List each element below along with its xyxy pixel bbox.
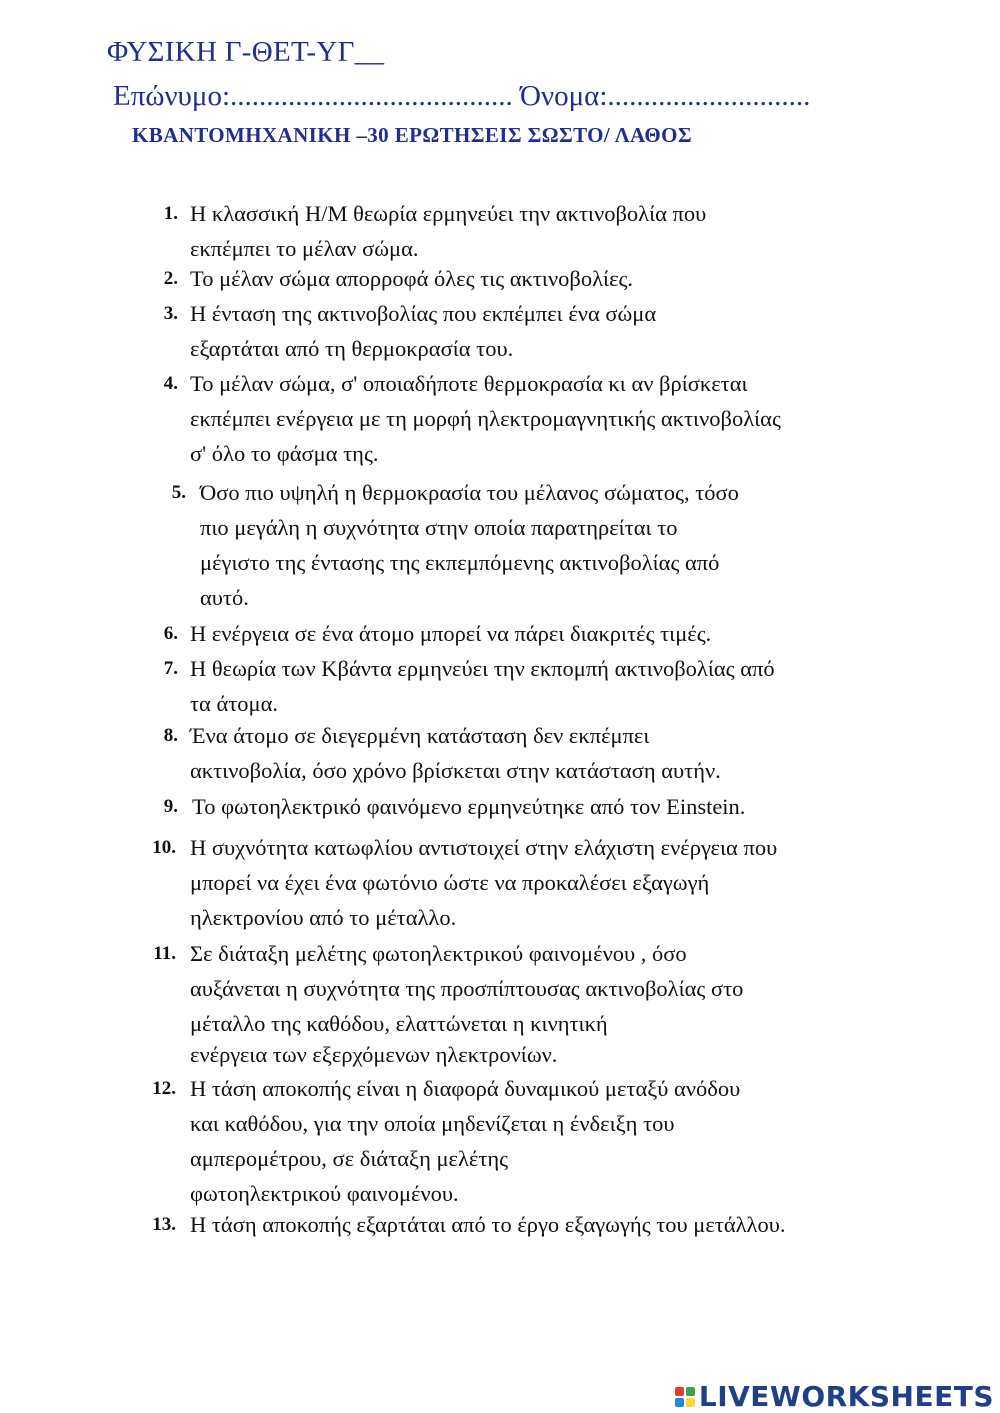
question-text-line: Η ενέργεια σε ένα άτομο μπορεί να πάρει διακριτές τιμές. [190,621,712,646]
logo-square [686,1398,695,1407]
question-number: 13. [152,1214,176,1235]
name-line: Επώνυμο:....................................... Όνομα:............................ [113,80,811,112]
logo-icon [675,1387,695,1407]
brand-name: LIVEWORKSHEETS [698,1380,994,1413]
question-text-line: φωτοηλεκτρικού φαινομένου. [190,1181,459,1206]
question-text-line: Η θεωρία των Κβάντα ερμηνεύει την εκπομπή ακτινοβολίας από [190,656,775,681]
question-text-line: μπορεί να έχει ένα φωτόνιο ώστε να προκαλέσει εξαγωγή [190,870,710,895]
question-text-line: εκπέμπει ενέργεια με τη μορφή ηλεκτρομαγνητικής ακτινοβολίας [190,406,781,431]
logo-square [686,1387,695,1396]
question-text-line: Σε διάταξη μελέτης φωτοηλεκτρικού φαινομένου , όσο [190,941,687,966]
question-text-line: Όσο πιο υψηλή η θερμοκρασία του μέλανος σώματος, τόσο [200,480,739,505]
question-number: 11. [153,943,176,964]
question-text-line: ηλεκτρονίου από το μέταλλο. [190,905,457,930]
question-text-line: Η συχνότητα κατωφλίου αντιστοιχεί στην ελάχιστη ενέργεια που [190,835,778,860]
question-text-line: Η κλασσική Η/Μ θεωρία ερμηνεύει την ακτινοβολία που [190,201,707,226]
question-text-line: Η τάση αποκοπής εξαρτάται από το έργο εξαγωγής του μετάλλου. [190,1212,786,1237]
question-number: 2. [163,268,178,289]
question-text-line: Ένα άτομο σε διεγερμένη κατάσταση δεν εκπέμπει [190,723,650,748]
question-text-line: αυξάνεται η συχνότητα της προσπίπτουσας ακτινοβολίας στο [190,976,744,1001]
logo-square [675,1398,684,1407]
question-text-line: ενέργεια των εξερχόμενων ηλεκτρονίων. [190,1042,558,1067]
question-text-line: εξαρτάται από τη θερμοκρασία του. [190,336,514,361]
question-number: 6. [163,623,178,644]
question-text-line: εκπέμπει το μέλαν σώμα. [190,236,419,261]
question-number: 10. [152,837,176,858]
question-number: 9. [163,796,178,817]
question-text-line: πιο μεγάλη η συχνότητα στην οποία παρατηρείται το [200,515,678,540]
question-number: 5. [171,482,186,503]
question-text-line: Η τάση αποκοπής είναι η διαφορά δυναμικού μεταξύ ανόδου [190,1076,741,1101]
question-text-line: Η ένταση της ακτινοβολίας που εκπέμπει ένα σώμα [190,301,657,326]
question-text-line: μέταλλο της καθόδου, ελαττώνεται η κινητική [190,1011,608,1036]
question-number: 12. [152,1078,176,1099]
question-number: 8. [163,725,178,746]
question-text-line: Το φωτοηλεκτρικό φαινόμενο ερμηνεύτηκε από τον Einstein. [192,794,746,819]
question-number: 3. [163,303,178,324]
question-text-line: Το μέλαν σώμα, σ' οποιαδήποτε θερμοκρασία κι αν βρίσκεται [190,371,748,396]
question-text-line: και καθόδου, για την οποία μηδενίζεται η ένδειξη του [190,1111,675,1136]
liveworksheets-logo [675,1380,994,1413]
question-text-line: τα άτομα. [190,691,279,716]
question-text-line: σ' όλο το φάσμα της. [190,441,379,466]
question-text-line: ακτινοβολία, όσο χρόνο βρίσκεται στην κατάσταση αυτήν. [190,758,721,783]
question-text-line: μέγιστο της έντασης της εκπεμπόμενης ακτινοβολίας από [200,550,720,575]
question-text-line: αυτό. [200,585,249,610]
course-title: ΦΥΣΙΚΗ Γ-ΘΕΤ-ΥΓ__ [107,36,385,68]
question-text-line: αμπερομέτρου, σε διάταξη μελέτης [190,1146,509,1171]
question-text-line: Το μέλαν σώμα απορροφά όλες τις ακτινοβολίες. [190,266,634,291]
question-number: 7. [163,658,178,679]
question-number: 4. [163,373,178,394]
logo-square [675,1387,684,1396]
question-number: 1. [163,203,178,224]
worksheet-subtitle: ΚΒΑΝΤΟΜΗΧΑΝΙΚΗ –30 ΕΡΩΤΗΣΕΙΣ ΣΩΣΤΟ/ ΛΑΘΟΣ [132,123,692,147]
